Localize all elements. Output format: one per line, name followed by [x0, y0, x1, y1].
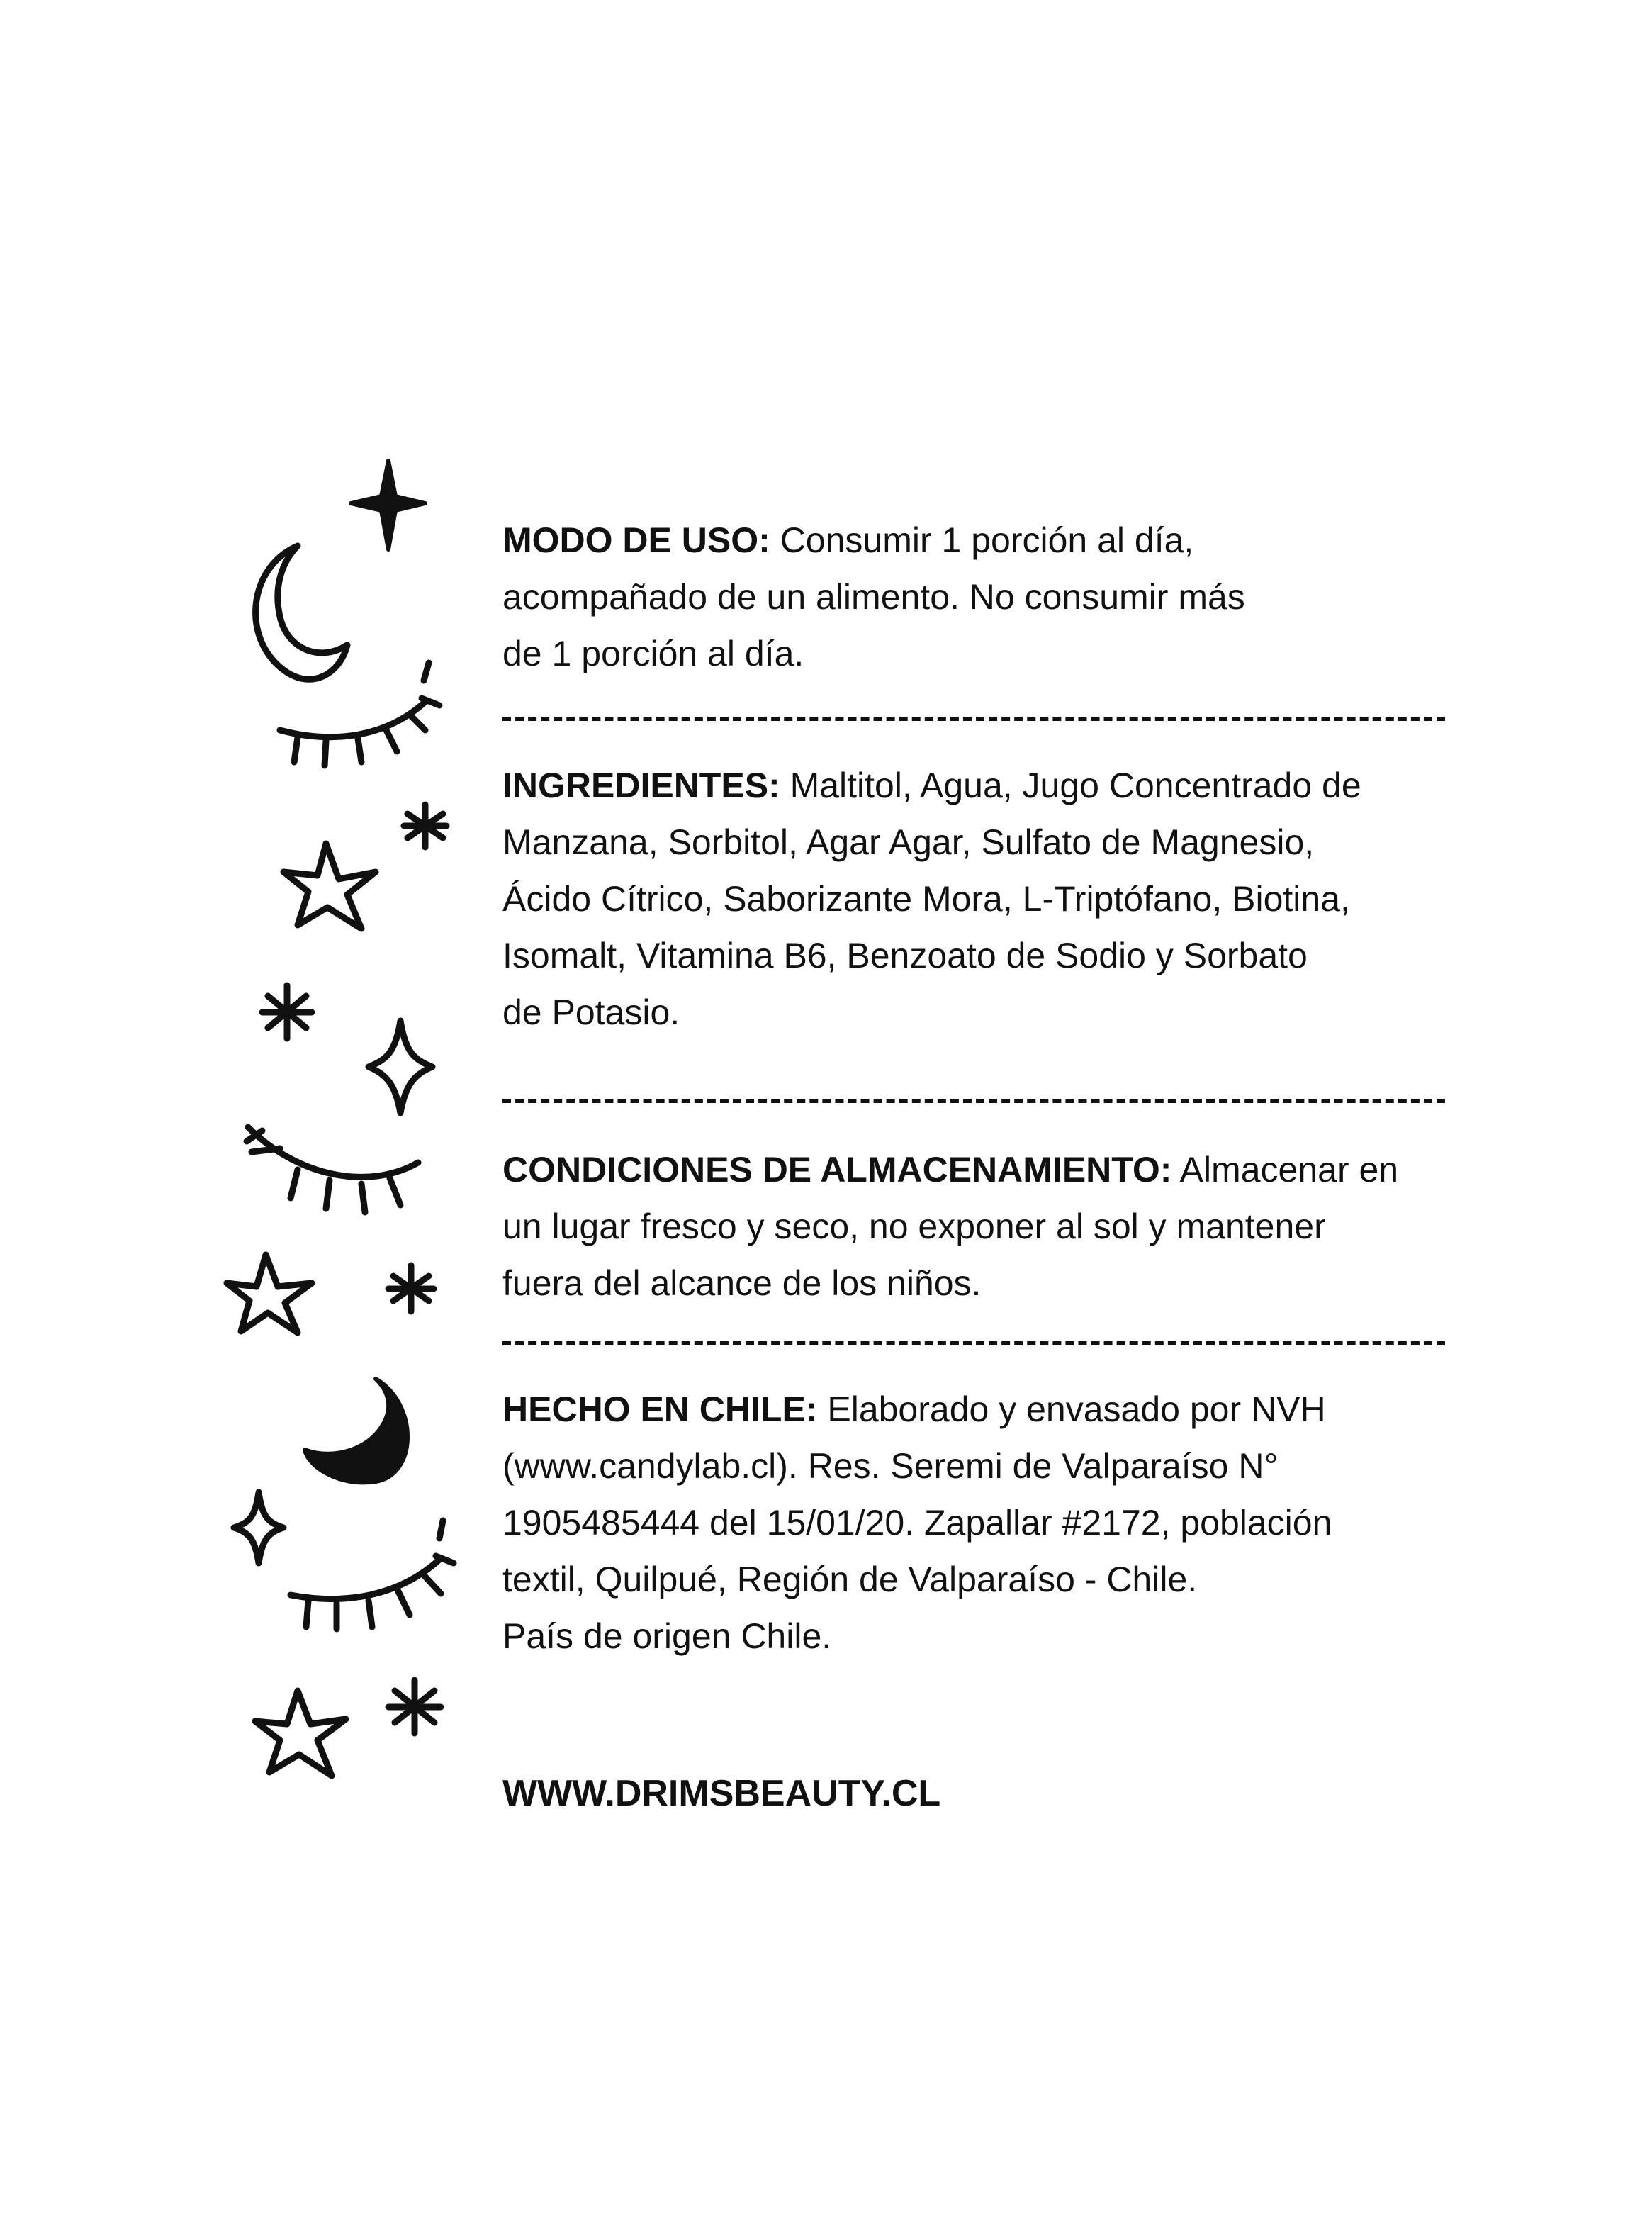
usage-section: [502, 512, 1537, 682]
asterisk-star-icon: [388, 1680, 441, 1733]
usage-text: Consumir 1 porción al día,: [770, 520, 1194, 560]
closed-eye-icon: [291, 1521, 454, 1629]
closed-eye-icon: [247, 1127, 418, 1212]
ingredients-line: Ácido Cítrico, Saborizante Mora, L-Triptófano, Biotina,: [502, 879, 1350, 919]
outline-star-icon: [283, 844, 376, 929]
origin-section: [502, 1381, 1537, 1664]
origin-text: Elaborado y envasado por NVH: [817, 1389, 1326, 1429]
ingredients-line: Manzana, Sorbitol, Agar Agar, Sulfato de Magnesio,: [502, 822, 1315, 862]
asterisk-star-icon: [262, 985, 312, 1039]
four-point-star-icon: [234, 1492, 283, 1563]
filled-moon-icon: [305, 1379, 408, 1482]
dashed-divider: [502, 1099, 1445, 1103]
storage-line: un lugar fresco y seco, no exponer al sol y mantener: [502, 1207, 1326, 1246]
origin-line: 1905485444 del 15/01/20. Zapallar #2172, población: [502, 1503, 1332, 1543]
origin-heading: HECHO EN CHILE:: [502, 1389, 818, 1429]
ingredients-line: Isomalt, Vitamina B6, Benzoato de Sodio y Sorbato: [502, 936, 1308, 975]
dashed-divider: [502, 1341, 1445, 1345]
usage-line: [502, 512, 1537, 569]
origin-line: [502, 1381, 1537, 1438]
asterisk-star-icon: [404, 805, 446, 847]
sparkle-icon: [351, 461, 425, 549]
outline-star-icon: [227, 1255, 312, 1333]
usage-line: de 1 porción al día.: [502, 634, 804, 673]
origin-line: País de origen Chile.: [502, 1616, 832, 1656]
ingredients-heading: INGREDIENTES:: [502, 766, 780, 805]
origin-line: (www.candylab.cl). Res. Seremi de Valparaíso N°: [502, 1446, 1279, 1486]
four-point-star-icon: [369, 1021, 432, 1113]
outline-star-icon: [255, 1691, 346, 1776]
storage-line: [502, 1141, 1537, 1198]
storage-line: fuera del alcance de los niños.: [502, 1263, 982, 1303]
storage-section: [502, 1141, 1537, 1311]
usage-heading: MODO DE USO:: [502, 520, 770, 560]
ingredients-text: Maltitol, Agua, Jugo Concentrado de: [780, 766, 1361, 805]
storage-text: Almacenar en: [1171, 1150, 1399, 1190]
ingredients-line: [502, 757, 1537, 814]
ingredients-line: de Potasio.: [502, 992, 680, 1032]
website-link[interactable]: WWW.DRIMSBEAUTY.CL: [502, 1773, 941, 1814]
asterisk-star-icon: [388, 1265, 434, 1311]
ingredients-section: [502, 757, 1537, 1041]
origin-line: textil, Quilpué, Región de Valparaíso - Chile.: [502, 1560, 1198, 1599]
usage-line: acompañado de un alimento. No consumir más: [502, 577, 1245, 617]
crescent-moon-icon: [256, 546, 347, 679]
dashed-divider: [502, 717, 1445, 721]
storage-heading: CONDICIONES DE ALMACENAMIENTO:: [502, 1150, 1172, 1190]
